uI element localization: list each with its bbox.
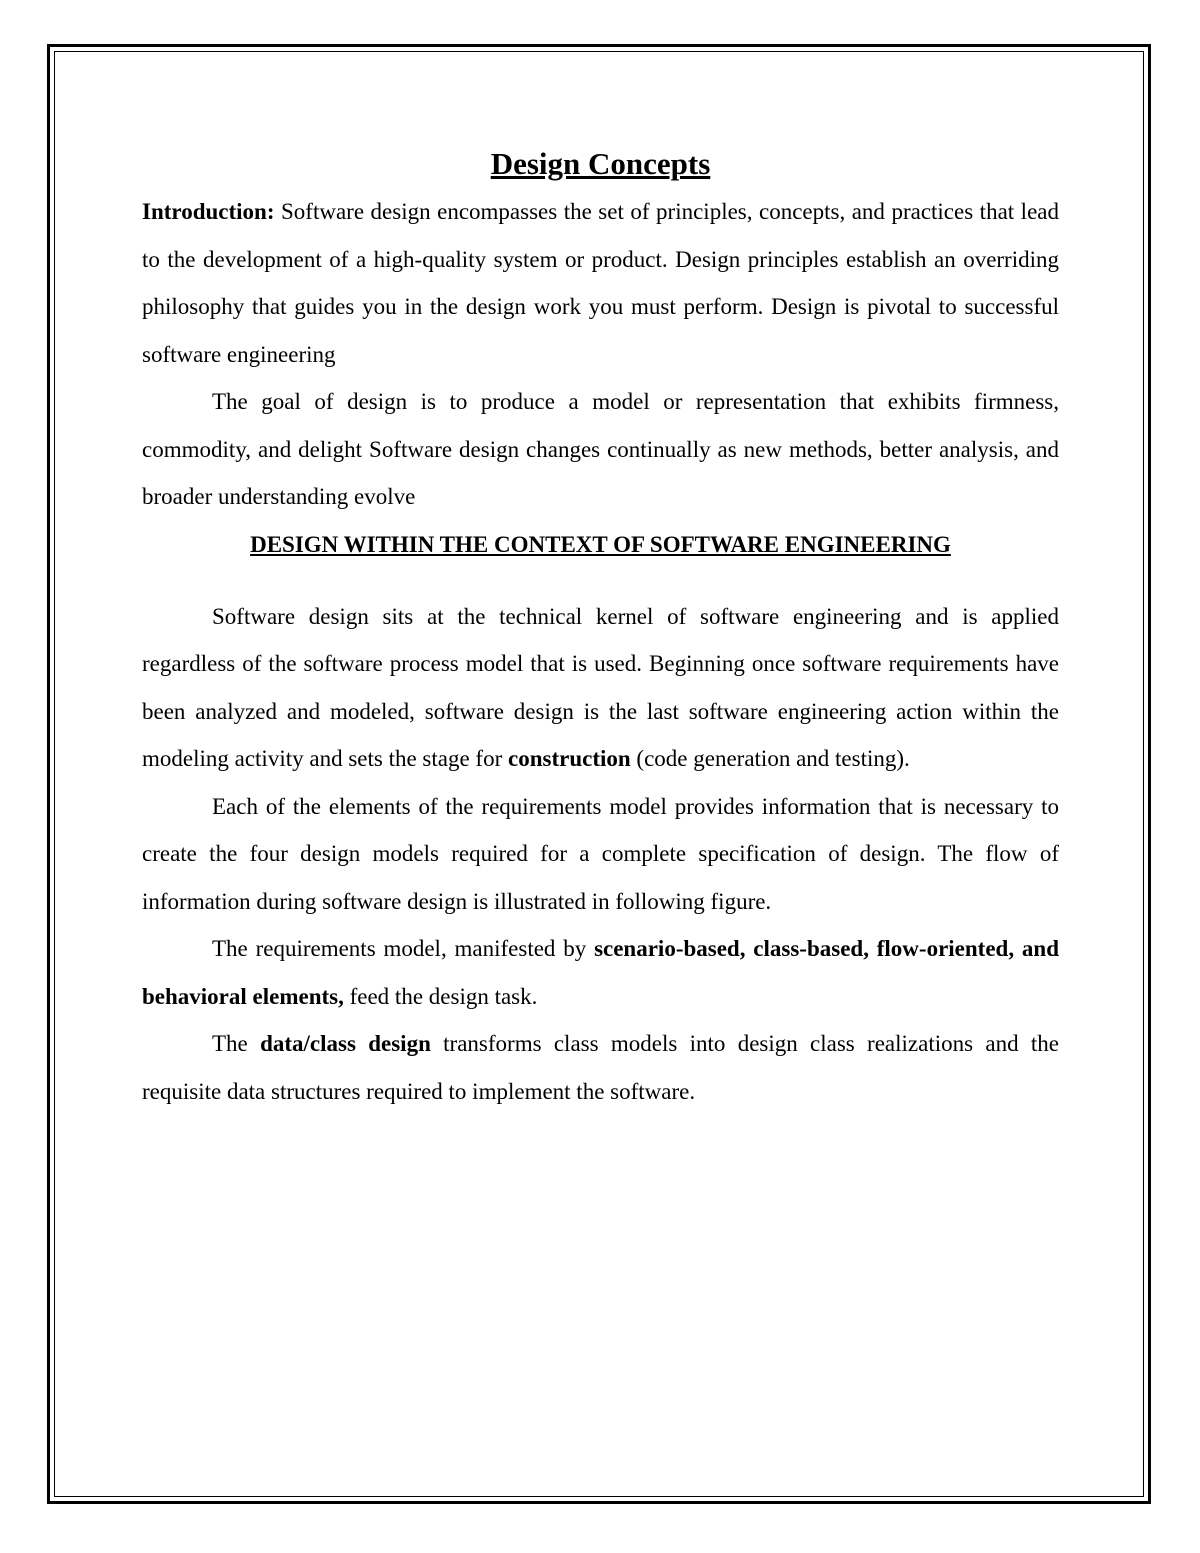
dataclass-paragraph — [142, 1020, 1059, 1115]
goal-paragraph: The goal of design is to produce a model or representation that exhibits firmness, commodity, and delight Software design changes continually as new methods, better analysis, and broader understanding evolve — [142, 389, 1059, 509]
intro-paragraph — [142, 188, 1059, 378]
kernel-bold: construction — [508, 746, 631, 771]
elements-paragraph: Each of the elements of the requirements model provides information that is necessary to create the four design models required for a complete specification of design. The flow of information during software design is illustrated in following figure. — [142, 793, 1059, 914]
requirements-tail: feed the design task. — [343, 983, 538, 1009]
dataclass-lead: The — [212, 1031, 261, 1056]
dataclass-tail: transforms class models into design class realizations and the requisite data structures required to implement the software. — [142, 1031, 1059, 1104]
intro-text: Software design encompasses the set of principles, concepts, and practices that lead to the development of a high-quality system or product. Design principles establish an overriding philosophy that guides you in the design work you must perform. Design is pivotal to successful software engineering — [142, 199, 1059, 367]
kernel-tail: (code generation and testing). — [630, 746, 910, 771]
requirements-lead: The requirements model, manifested by — [212, 936, 595, 961]
kernel-paragraph — [142, 593, 1059, 783]
requirements-bold: scenario-based, class-based, flow-oriented, and behavioral elements, — [142, 936, 1059, 1009]
document-body — [142, 140, 1059, 1115]
intro-label: Introduction: — [142, 199, 275, 224]
kernel-text: Software design sits at the technical kernel of software engineering and is applied regardless of the software process model that is used. Beginning once software requirements have been analyzed and modeled, software design is the last software engineering action within the modeling activity and sets the stage for — [142, 603, 1059, 771]
requirements-paragraph — [142, 925, 1059, 1020]
page-title: Design Concepts — [490, 146, 711, 181]
dataclass-bold: data/class design — [260, 1031, 431, 1056]
section-heading: DESIGN WITHIN THE CONTEXT OF SOFTWARE ENGINEERING — [250, 531, 951, 557]
